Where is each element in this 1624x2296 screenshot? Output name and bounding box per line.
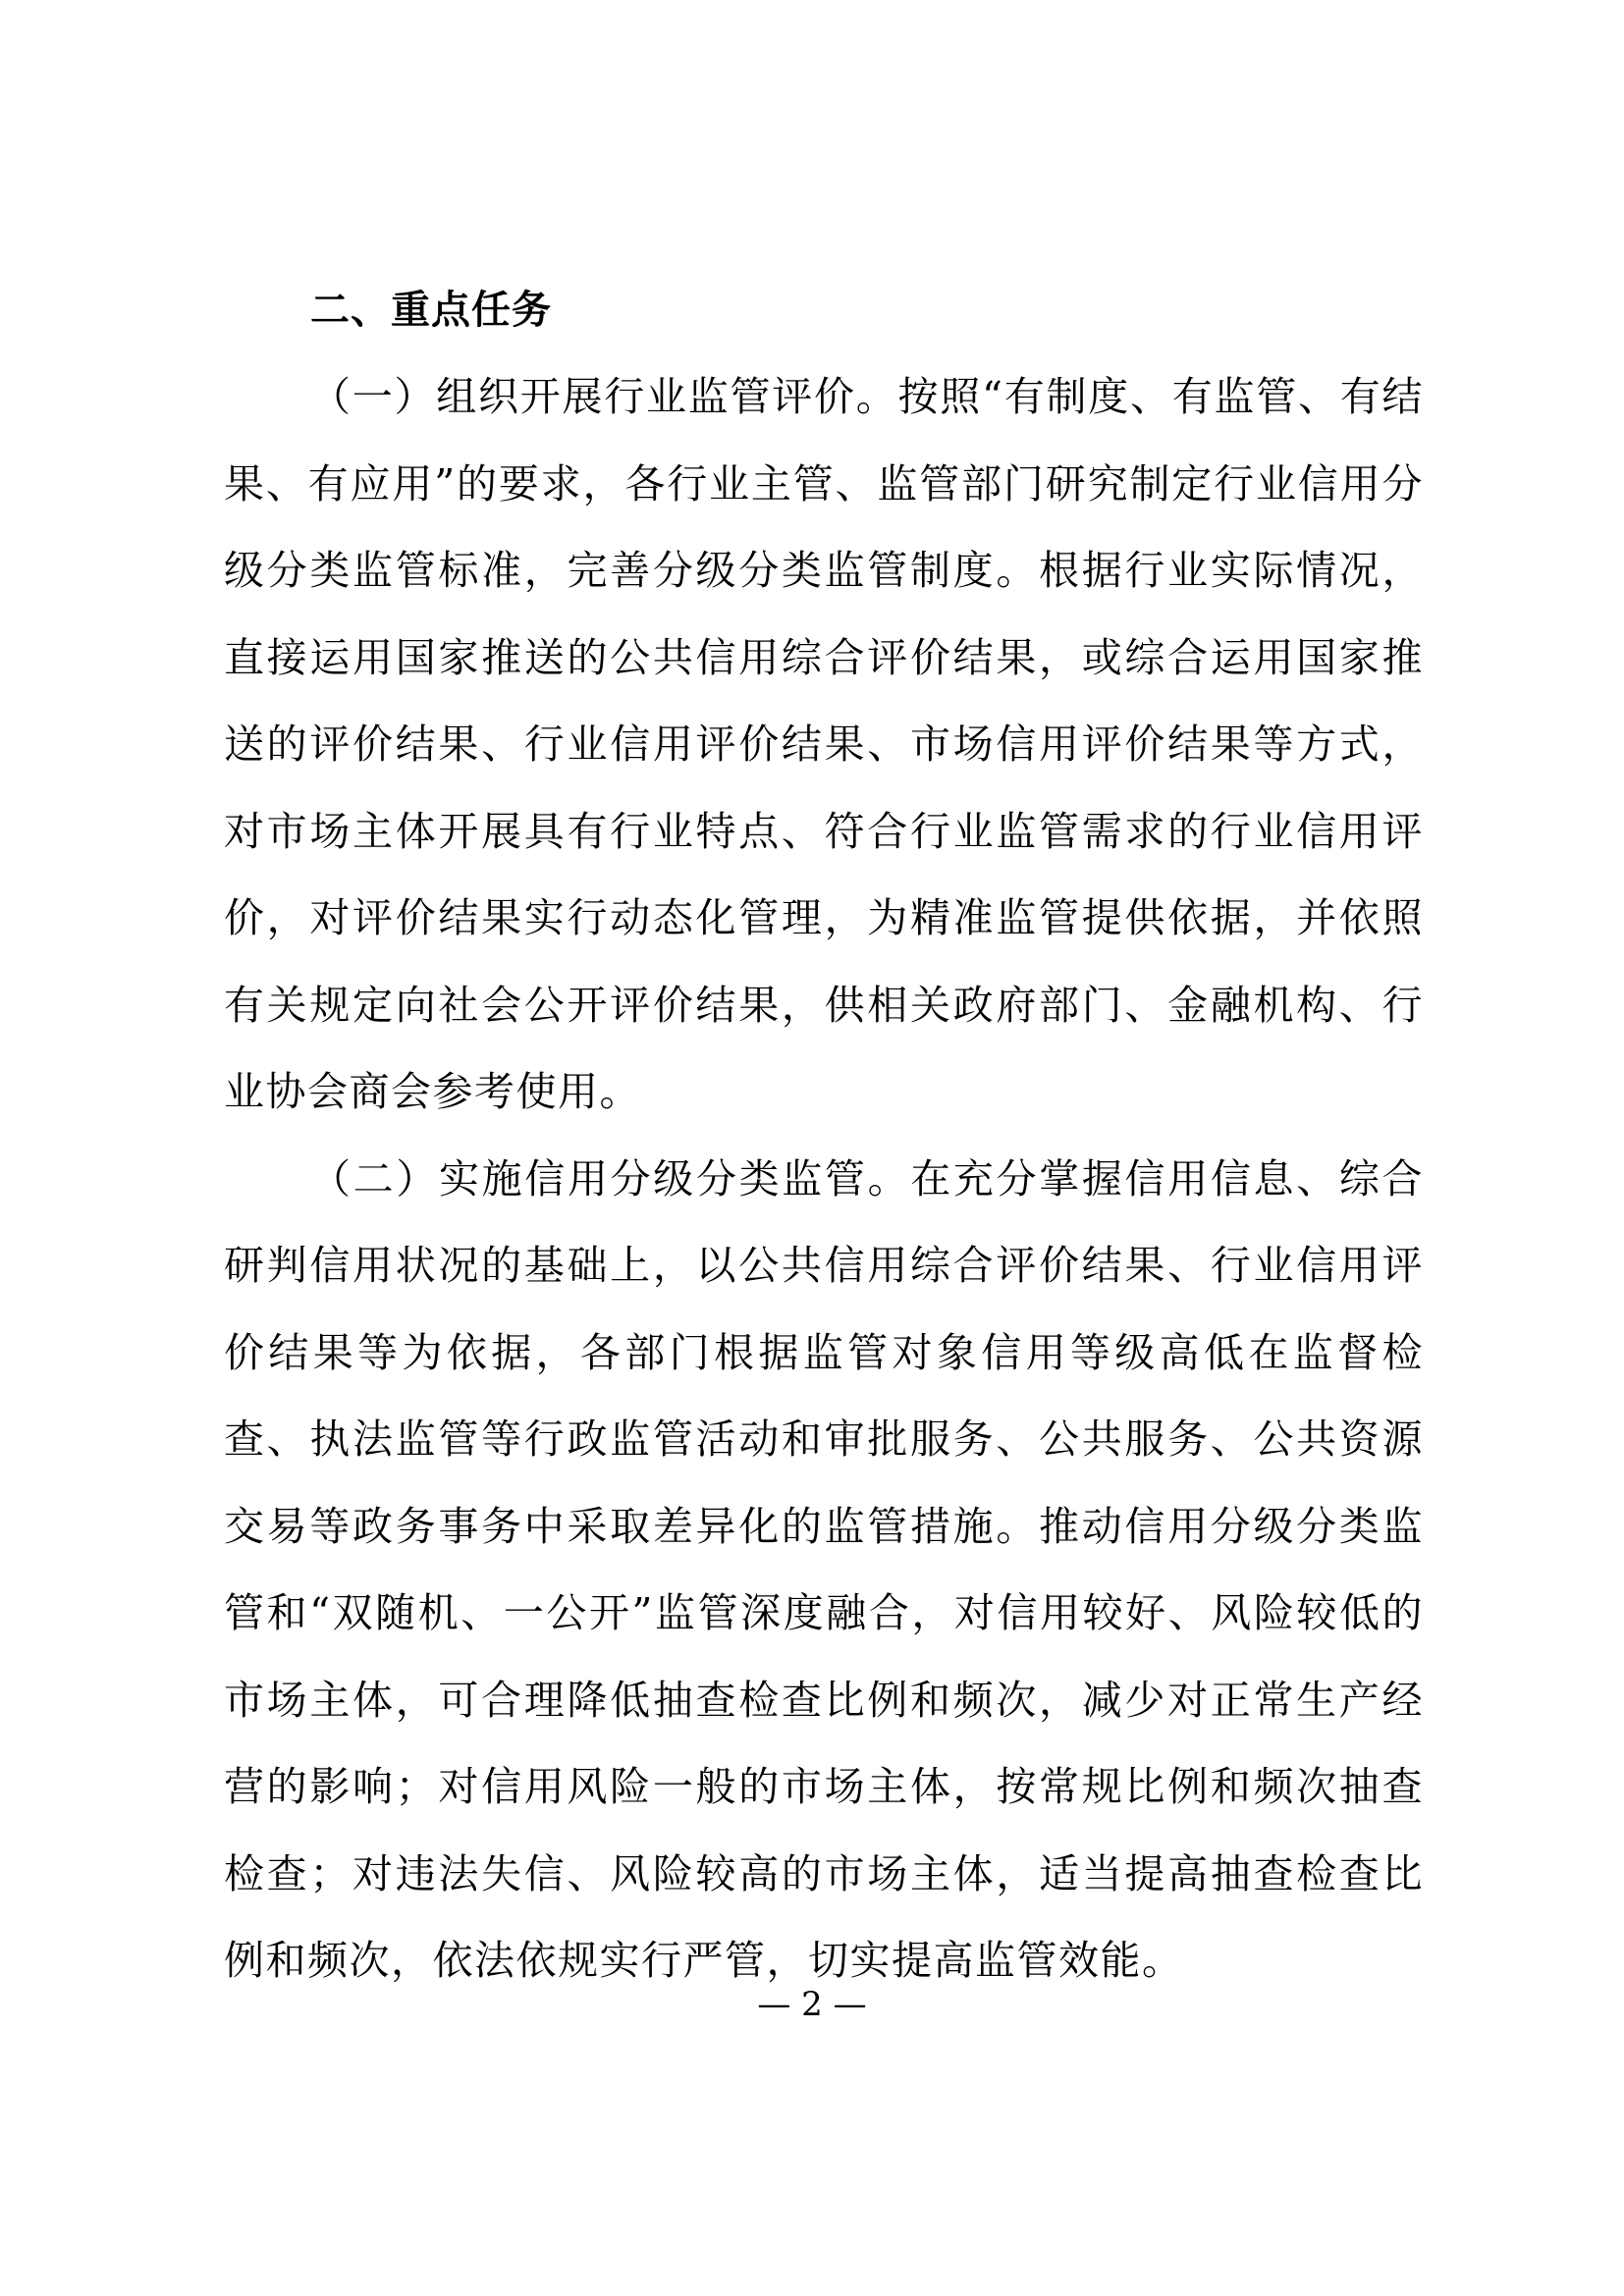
page-content: [224, 267, 1424, 2004]
page-number: — 2 —: [757, 1985, 867, 2024]
paragraph-2-lead: （二）实施信用分级分类监管。: [310, 1154, 911, 1202]
paragraph-2-body: 在充分掌握信用信息、综合研判信用状况的基础上，以公共信用综合评价结果、行业信用评价结果等为依据，各部门根据监管对象信用等级高低在监督检查、执法监管等行政监管活动和审批服务、公共服务、公共资源交易等政务事务中采取差异化的监管措施。推动信用分级分类监管和“双随机、一公开”监管深度融合，对信用较好、风险较低的市场主体，可合理降低抽查检查比例和频次，减少对正常生产经营的影响；对信用风险一般的市场主体，按常规比例和频次抽查检查；对违法失信、风险较高的市场主体，适当提高抽查检查比例和频次，依法依规实行严管，切实提高监管效能。: [224, 1154, 1425, 1984]
paragraph-1-lead: （一）组织开展行业监管评价。: [310, 373, 898, 420]
section-heading: 二、重点任务: [310, 288, 552, 333]
paragraph-1: [224, 353, 1424, 1136]
paragraph-2: [224, 1136, 1424, 2004]
paragraph-1-body: 按照“有制度、有监管、有结果、有应用”的要求，各行业主管、监管部门研究制定行业信用分级分类监管标准，完善分级分类监管制度。根据行业实际情况，直接运用国家推送的公共信用综合评价结果，或综合运用国家推送的评价结果、行业信用评价结果、市场信用评价结果等方式，对市场主体开展具有行业特点、符合行业监管需求的行业信用评价，对评价结果实行动态化管理，为精准监管提供依据，并依照有关规定向社会公开评价结果，供相关政府部门、金融机构、行业协会商会参考使用。: [224, 373, 1424, 1115]
